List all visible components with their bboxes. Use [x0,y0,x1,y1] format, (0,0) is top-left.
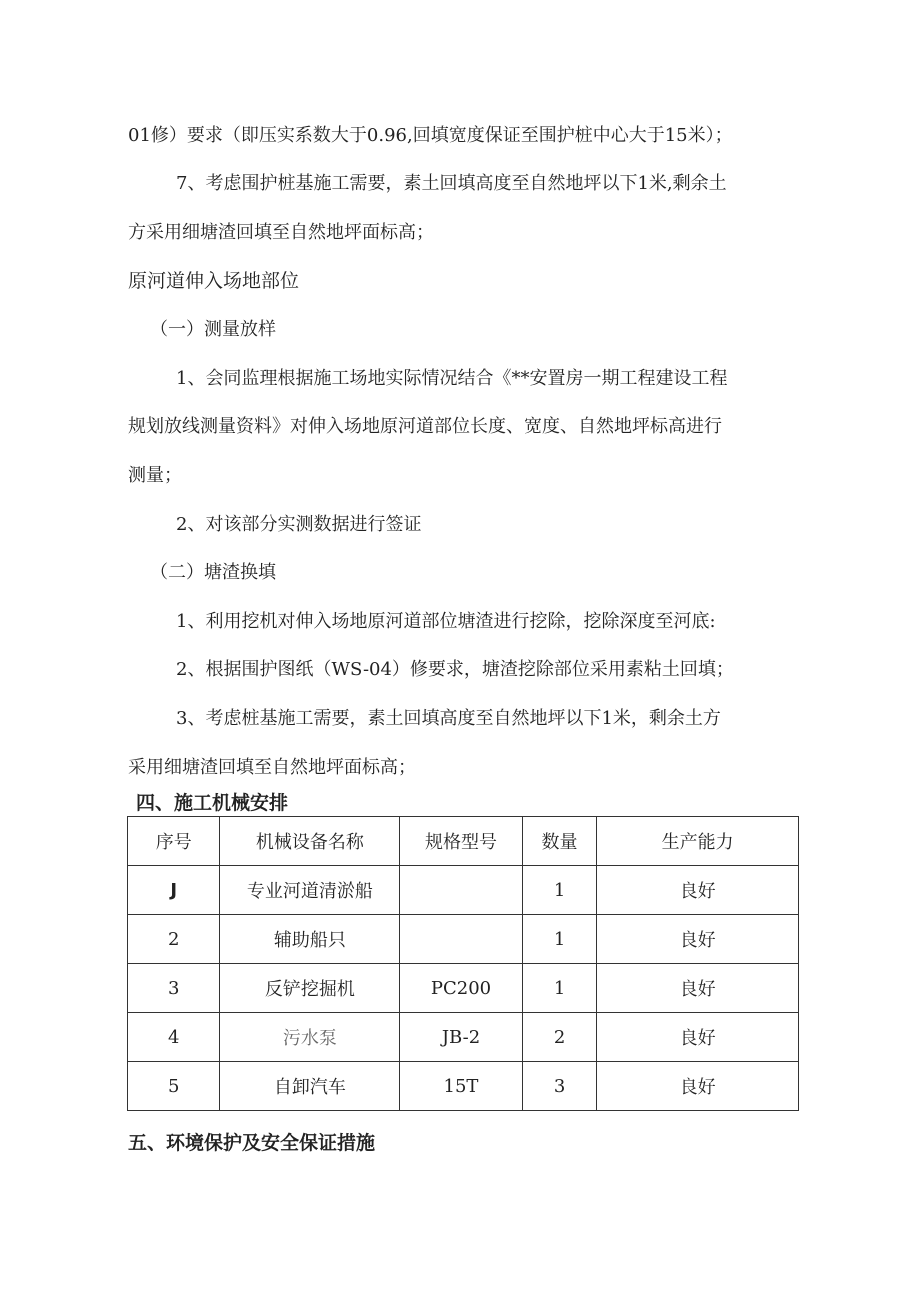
table-cell: 反铲挖掘机 [220,964,400,1013]
table-row [128,964,799,1013]
table-cell: 2 [128,915,220,964]
machinery-table [127,816,799,1111]
table-row [128,1013,799,1062]
table-cell: 良好 [597,915,799,964]
table-header-cell: 序号 [128,817,220,866]
section-5-title: 五、环境保护及安全保证措施 [128,1132,376,1154]
table-cell: 专业河道清淤船 [220,866,400,915]
table-cell: 良好 [597,1062,799,1111]
table-cell: 良好 [597,1013,799,1062]
paragraph-line: 规划放线测量资料》对伸入场地原河道部位长度、宽度、自然地坪标高进行 [128,416,722,437]
table-header-cell: 生产能力 [597,817,799,866]
table-header-row [128,817,799,866]
table-row [128,1062,799,1111]
table-cell: 3 [128,964,220,1013]
table-header-cell: 数量 [522,817,597,866]
table-cell [400,866,523,915]
table-cell: 1 [522,964,597,1013]
table-cell: 4 [128,1013,220,1062]
table-row [128,866,799,915]
table-cell [400,915,523,964]
table-row [128,915,799,964]
table-cell: JB-2 [400,1013,523,1062]
paragraph-line: 测量； [128,465,182,486]
table-cell: 污水泵 [220,1013,400,1062]
paragraph-line: 采用细塘渣回填至自然地坪面标高； [128,757,416,778]
table-cell: 3 [522,1062,597,1111]
section-heading-river: 原河道伸入场地部位 [128,270,300,292]
table-cell: 2 [522,1013,597,1062]
table-cell: J [128,866,220,915]
subheading-survey: （一）测量放样 [150,319,276,340]
table-header-cell: 机械设备名称 [220,817,400,866]
table-cell: 良好 [597,866,799,915]
table-cell: 自卸汽车 [220,1062,400,1111]
paragraph-line: 2、对该部分实测数据进行签证 [176,514,422,535]
paragraph-line: 3、考虑桩基施工需要，素土回填高度至自然地坪以下1米，剩余土方 [176,708,721,729]
paragraph-line: 01修）要求（即压实系数大于0.96,回填宽度保证至围护桩中心大于15米）； [128,125,733,146]
paragraph-line: 1、会同监理根据施工场地实际情况结合《**安置房一期工程建设工程 [176,368,728,389]
table-cell: 辅助船只 [220,915,400,964]
paragraph-line: 2、根据围护图纸（WS-04）修要求，塘渣挖除部位采用素粘土回填； [176,659,734,680]
paragraph-line: 1、利用挖机对伸入场地原河道部位塘渣进行挖除，挖除深度至河底: [176,611,716,632]
table-cell: 1 [522,915,597,964]
table-cell: PC200 [400,964,523,1013]
table-header-cell: 规格型号 [400,817,523,866]
table-cell: 1 [522,866,597,915]
table-cell: 良好 [597,964,799,1013]
paragraph-line: 方采用细塘渣回填至自然地坪面标高； [128,222,434,243]
section-4-title: 四、施工机械安排 [136,792,289,814]
table-cell: 15T [400,1062,523,1111]
subheading-backfill: （二）塘渣换填 [150,562,276,583]
paragraph-line: 7、考虑围护桩基施工需要，素土回填高度至自然地坪以下1米,剩余土 [176,173,727,194]
table-cell: 5 [128,1062,220,1111]
